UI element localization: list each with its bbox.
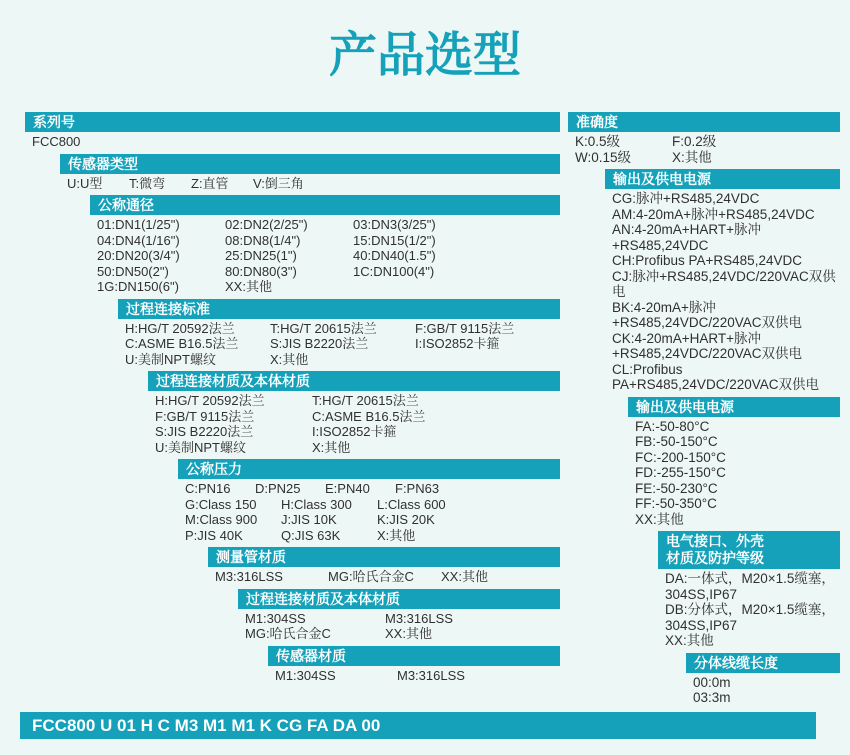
option-item: 40:DN40(1.5") <box>353 248 436 263</box>
model-code-bar: FCC800 U 01 H C M3 M1 M1 K CG FA DA 00 <box>20 712 816 739</box>
option-row <box>612 362 840 393</box>
option-item: DA:一体式，M20×1.5缆塞，304SS,IP67 <box>665 571 835 602</box>
section-options <box>208 567 560 588</box>
option-item: H:Class 300 <box>281 496 352 512</box>
section-header <box>628 397 840 417</box>
option-item: CJ:脉冲+RS485,24VDC/220VAC双供电 <box>612 268 836 299</box>
option-row <box>635 496 840 512</box>
section-nominal-diameter <box>90 195 560 298</box>
section-nominal-pressure <box>178 459 560 546</box>
option-item: U:美制NPT螺纹 <box>125 351 217 367</box>
option-item: Q:JIS 63K <box>281 527 341 543</box>
option-row <box>635 512 840 528</box>
option-item: F:GB/T 9115法兰 <box>155 408 255 424</box>
option-item: Z:直管 <box>191 175 229 191</box>
option-item: C:ASME B16.5法兰 <box>125 336 239 351</box>
option-row <box>245 626 560 642</box>
section-options <box>90 215 560 298</box>
option-row <box>97 233 560 249</box>
option-item: M3:316LSS <box>397 667 465 683</box>
option-item: FE:-50-230°C <box>635 480 718 496</box>
option-row <box>97 279 560 295</box>
section-header-line: 过程连接材质及本体材质 <box>246 590 400 607</box>
option-row <box>185 497 560 513</box>
option-item: CK:4-20mA+HART+脉冲+RS485,24VDC/220VAC双供电 <box>612 330 802 361</box>
section-options <box>568 132 840 168</box>
section-header <box>148 371 560 391</box>
option-item: H:HG/T 20592法兰 <box>125 320 235 336</box>
option-row <box>155 409 560 425</box>
option-item: AN:4-20mA+HART+脉冲+RS485,24VDC <box>612 222 762 253</box>
option-item: MG:哈氏合金C <box>245 626 331 641</box>
page-title: 产品选型 <box>328 29 521 82</box>
option-item: M1:304SS <box>245 610 306 626</box>
option-row <box>245 611 560 627</box>
option-item: S:JIS B2220法兰 <box>155 424 254 439</box>
section-series-number <box>25 112 560 153</box>
option-item: G:Class 150 <box>185 496 257 512</box>
option-item: M3:316LSS <box>385 610 453 626</box>
option-item: M:Class 900 <box>185 512 258 527</box>
section-header-line: 公称压力 <box>186 461 242 477</box>
option-item: DB:分体式，M20×1.5缆塞，304SS,IP67 <box>665 602 835 633</box>
option-item: 20:DN20(3/4") <box>97 248 180 263</box>
section-header <box>658 531 840 569</box>
section-options <box>178 479 560 546</box>
option-item: 02:DN2(2/25") <box>225 217 308 232</box>
section-header <box>118 299 560 319</box>
option-item: X:其他 <box>672 149 712 165</box>
option-item: E:PN40 <box>325 481 370 496</box>
section-electrical-interface-housing <box>658 531 840 652</box>
option-item <box>415 352 560 368</box>
option-item: XX:其他 <box>665 633 714 648</box>
section-header-line: 准确度 <box>576 114 618 130</box>
section-header <box>605 169 840 189</box>
option-row <box>612 269 840 300</box>
option-item: XX:其他 <box>635 511 684 527</box>
option-item: FB:-50-150°C <box>635 434 718 449</box>
section-header-line: 传感器类型 <box>68 155 138 172</box>
option-item: 50:DN50(2") <box>97 263 169 279</box>
option-item: 03:3m <box>693 690 731 705</box>
section-options <box>658 569 840 652</box>
section-header <box>208 547 560 567</box>
section-options <box>268 666 560 687</box>
section-header <box>25 112 560 132</box>
left-selection-column <box>25 112 560 687</box>
option-row <box>155 440 560 456</box>
option-row <box>155 393 560 409</box>
option-item: 01:DN1(1/25") <box>97 217 180 232</box>
option-item: 25:DN25(1") <box>225 248 297 263</box>
option-row <box>635 450 840 466</box>
option-item: C:PN16 <box>185 481 231 496</box>
option-row <box>612 331 840 362</box>
option-row <box>155 424 560 440</box>
option-item: 80:DN80(3") <box>225 263 297 279</box>
option-item: X:其他 <box>312 439 351 455</box>
section-header <box>178 459 560 479</box>
section-output-power-supply <box>605 169 840 396</box>
option-item: I:ISO2852卡箍 <box>415 336 500 351</box>
option-row <box>125 352 560 368</box>
option-item: FA:-50-80°C <box>635 418 710 434</box>
option-item: XX:其他 <box>225 279 272 294</box>
section-header-line: 过程连接标准 <box>126 300 210 317</box>
option-row <box>185 481 560 497</box>
option-item: AM:4-20mA+脉冲+RS485,24VDC <box>612 206 815 222</box>
section-header-line: 电气接口、外壳 <box>666 533 764 549</box>
section-process-connection-standard <box>118 299 560 371</box>
option-item: XX:其他 <box>441 569 488 584</box>
section-header-line: 输出及供电电源 <box>636 398 734 415</box>
option-item: FCC800 <box>32 134 81 149</box>
option-row <box>665 633 840 649</box>
option-row <box>575 150 840 166</box>
option-item: S:JIS B2220法兰 <box>270 336 369 351</box>
option-row <box>635 434 840 450</box>
option-row <box>612 253 840 269</box>
option-item: CG:脉冲+RS485,24VDC <box>612 191 760 206</box>
section-sensor-type <box>60 154 560 195</box>
option-item: CH:Profibus PA+RS485,24VDC <box>612 253 802 268</box>
option-item: K:0.5级 <box>575 134 621 149</box>
option-item: 04:DN4(1/16") <box>97 232 180 248</box>
option-item: T:HG/T 20615法兰 <box>270 320 377 336</box>
option-row <box>215 569 560 585</box>
section-options <box>60 174 560 195</box>
section-header <box>268 646 560 666</box>
option-row <box>32 134 560 150</box>
section-options <box>238 609 560 645</box>
option-item: L:Class 600 <box>377 496 446 512</box>
option-row <box>125 321 560 337</box>
option-item <box>353 279 481 295</box>
option-item: 1C:DN100(4") <box>353 263 435 279</box>
option-item: 03:DN3(3/25") <box>353 217 436 232</box>
option-item: FC:-200-150°C <box>635 449 726 465</box>
option-item: 1G:DN150(6") <box>97 279 179 294</box>
section-header <box>686 653 840 673</box>
section-measuring-tube-material <box>208 547 560 588</box>
right-selection-column <box>568 112 840 710</box>
option-item: M3:316LSS <box>215 569 283 584</box>
option-row <box>185 512 560 528</box>
option-item: 08:DN8(1/4") <box>225 232 301 248</box>
option-item: FD:-255-150°C <box>635 465 726 480</box>
option-row <box>635 465 840 481</box>
option-row <box>97 248 560 264</box>
section-header-line: 传感器材质 <box>276 647 346 664</box>
option-item: M1:304SS <box>275 667 336 683</box>
section-accuracy <box>568 112 840 168</box>
option-row <box>612 191 840 207</box>
option-item: FF:-50-350°C <box>635 496 717 511</box>
option-item: 15:DN15(1/2") <box>353 232 436 248</box>
option-item: F:0.2级 <box>672 134 717 149</box>
option-item: T:HG/T 20615法兰 <box>312 393 419 408</box>
option-item: K:JIS 20K <box>377 512 435 527</box>
option-row <box>575 134 840 150</box>
option-item: V:倒三角 <box>253 175 304 191</box>
section-header-line: 输出及供电电源 <box>613 171 711 187</box>
option-item: P:JIS 40K <box>185 527 243 543</box>
section-header <box>90 195 560 215</box>
option-row <box>665 602 840 633</box>
option-row <box>693 675 840 691</box>
option-item: MG:哈氏合金C <box>328 569 414 584</box>
section-options <box>686 673 840 709</box>
option-item: I:ISO2852卡箍 <box>312 424 397 439</box>
option-item: C:ASME B16.5法兰 <box>312 408 426 424</box>
option-row <box>125 336 560 352</box>
section-process-connection-body-material <box>148 371 560 458</box>
option-row <box>67 176 560 192</box>
section-options <box>628 417 840 531</box>
option-item: CL:Profibus PA+RS485,24VDC/220VAC双供电 <box>612 361 819 392</box>
section-options <box>25 132 560 153</box>
option-row <box>612 222 840 253</box>
section-header-line: 材质及防护等级 <box>666 550 764 566</box>
option-item: F:PN63 <box>395 481 440 496</box>
section-sensor-material <box>268 646 560 687</box>
option-row <box>185 528 560 544</box>
option-item: X:其他 <box>270 351 309 367</box>
option-item: J:JIS 10K <box>281 512 337 527</box>
option-row <box>693 690 840 706</box>
section-header-line: 公称通径 <box>98 197 154 213</box>
option-item: X:其他 <box>377 527 416 543</box>
option-item: XX:其他 <box>385 626 432 641</box>
option-row <box>275 668 560 684</box>
option-row <box>635 419 840 435</box>
section-header-line: 分体线缆长度 <box>694 654 778 671</box>
option-row <box>635 481 840 497</box>
option-row <box>97 264 560 280</box>
option-item: U:美制NPT螺纹 <box>155 439 247 455</box>
section-header-line: 系列号 <box>33 114 75 130</box>
section-header <box>568 112 840 132</box>
option-item: F:GB/T 9115法兰 <box>415 320 515 336</box>
option-item: BK:4-20mA+脉冲+RS485,24VDC/220VAC双供电 <box>612 299 802 330</box>
section-remote-cable-length <box>686 653 840 709</box>
option-item: T:微弯 <box>129 175 166 191</box>
option-item: D:PN25 <box>255 481 301 496</box>
option-row <box>97 217 560 233</box>
option-item: 00:0m <box>693 674 731 690</box>
section-header <box>60 154 560 174</box>
section-options <box>605 189 840 396</box>
option-row <box>665 571 840 602</box>
option-item: U:U型 <box>67 175 103 191</box>
section-medium-temperature <box>628 397 840 531</box>
section-header-line: 过程连接材质及本体材质 <box>156 373 310 389</box>
option-row <box>612 300 840 331</box>
section-options <box>118 319 560 371</box>
option-item: H:HG/T 20592法兰 <box>155 393 265 408</box>
section-header-line: 测量管材质 <box>216 549 286 565</box>
section-header <box>238 589 560 609</box>
option-item: W:0.15级 <box>575 149 632 165</box>
option-row <box>612 207 840 223</box>
section-options <box>148 391 560 458</box>
section-connection-body-material-2 <box>238 589 560 645</box>
